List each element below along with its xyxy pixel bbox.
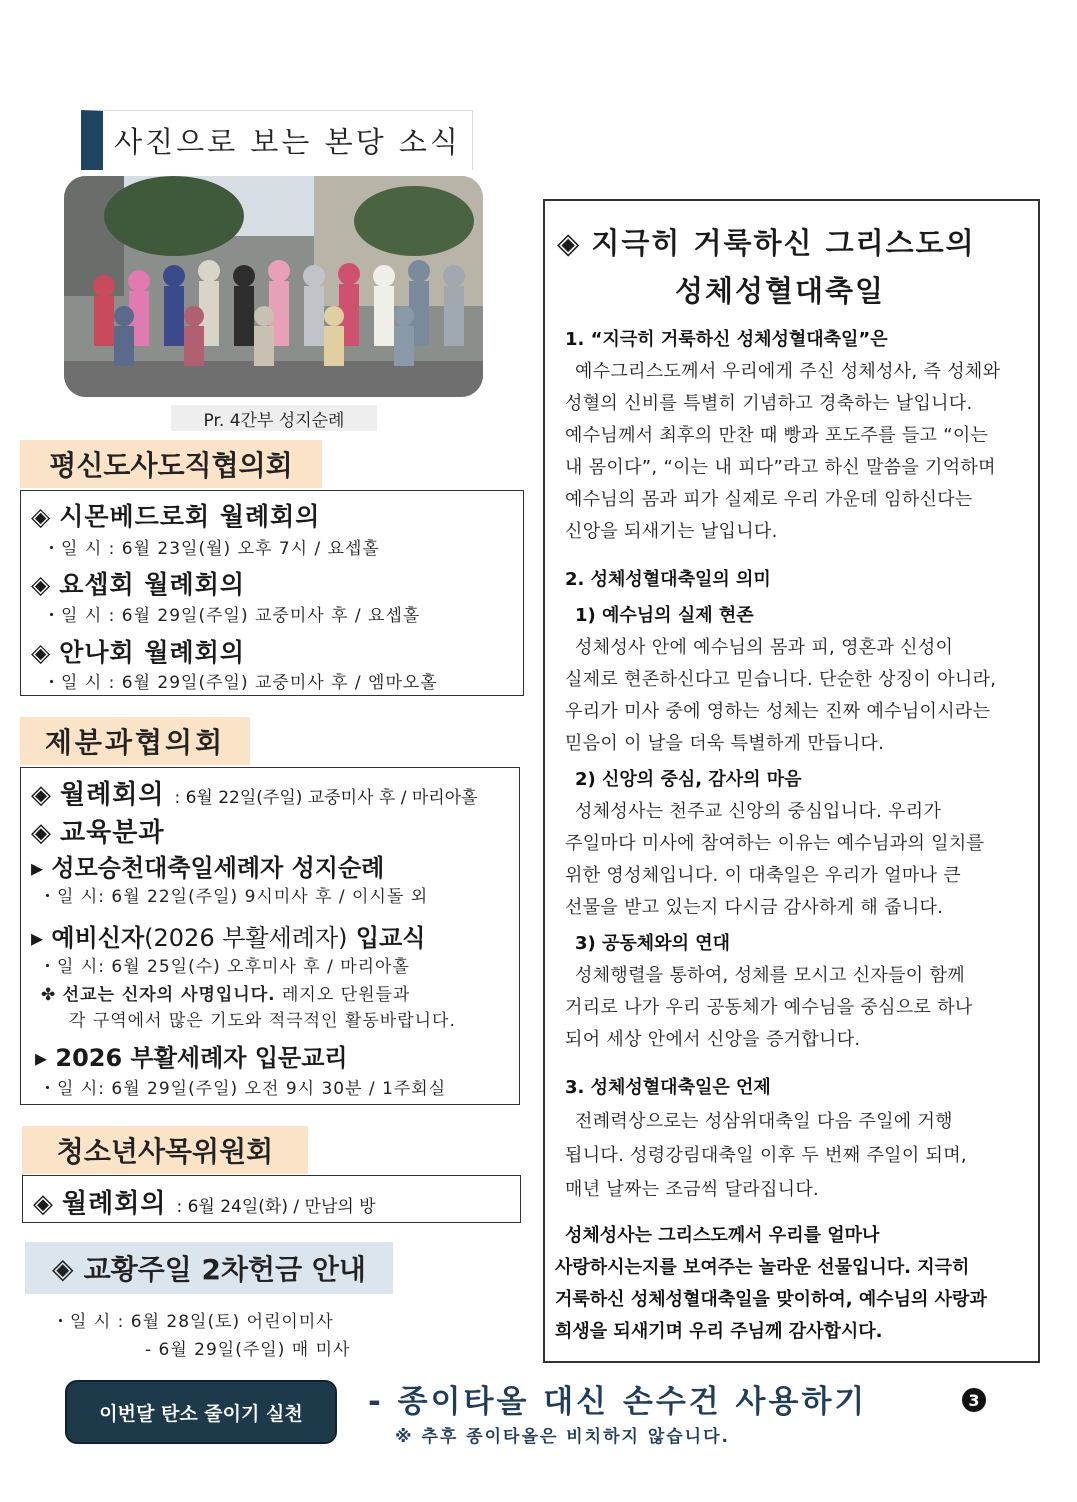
mission-note: ✤ 선교는 신자의 사명입니다. 레지오 단원들과 xyxy=(41,985,411,1005)
lay-apostolate-box xyxy=(20,490,524,696)
section-title-youth: 청소년사목위원회 xyxy=(22,1126,308,1174)
clover-icon: ✤ xyxy=(41,985,57,1005)
section1-body: 예수그리스도께서 우리에게 주신 성체성사, 즉 성체와 성혈의 신비를 특별히 기념하고 경축하는 날입니다. 예수님께서 최후의 만찬 때 빵과 포도주를 들고 “이는 내 몸이다”, “이는 내 피다”라고 하신 말씀을 기억하며 예수님의 몸과 피가 실제로 우리 가운데 임하신다는 신앙을 되새기는 날입니다. xyxy=(565,361,1001,542)
feast-title-line1: ◈ 지극히 거룩하신 그리스도의 xyxy=(557,226,976,260)
monthly-meeting: ◈ 월례회의 : 6월 22일(주일) 교중미사 후 / 마리아홀 xyxy=(31,780,478,810)
intro-class-detail: ・일 시: 6월 29일(주일) 오전 9시 30분 / 1주회실 xyxy=(39,1079,447,1099)
youth-box xyxy=(22,1175,521,1223)
section-title-pope-sunday: ◈ 교황주일 2차헌금 안내 xyxy=(25,1242,393,1294)
catechumen-title: ▸ 예비신자(2026 부활세례자) 입교식 xyxy=(31,924,426,952)
diamond-icon: ◈ xyxy=(33,1189,54,1219)
diamond-icon: ◈ xyxy=(31,780,52,810)
triangle-icon: ▸ xyxy=(31,854,44,882)
diamond-icon: ◈ xyxy=(31,818,52,848)
feast-title-line2: 성체성혈대축일 xyxy=(674,274,886,308)
pilgrimage-detail: ・일 시: 6월 22일(주일) 9시미사 후 / 이시돌 외 xyxy=(39,887,429,907)
pope-sunday-line1: ・일 시 : 6월 28일(토) 어린이미사 xyxy=(52,1312,334,1332)
triangle-icon: ▸ xyxy=(35,1044,48,1072)
pope-sunday-line2: - 6월 29일(주일) 매 미사 xyxy=(145,1340,351,1360)
section2a-heading: 1) 예수님의 실제 현존 xyxy=(575,605,754,626)
section3-body: 전례력상으로는 성삼위대축일 다음 주일에 거행 됩니다. 성령강림대축일 이후 두 번째 주일이 되며, 매년 날짜는 조금씩 달라집니다. xyxy=(565,1111,967,1200)
section2b-body: 성체성사는 천주교 신앙의 중심입니다. 우리가 주일마다 미사에 참여하는 이유는 예수님과의 일치를 위한 영성체입니다. 이 대축일은 우리가 얼마나 큰 선물을 받고 있는지 다시금 감사하게 해 줍니다. xyxy=(565,801,985,918)
section-title-lay-apostolate: 평신도사도직협의회 xyxy=(20,440,322,488)
intro-class-title: ▸ 2026 부활세례자 입문교리 xyxy=(35,1044,348,1072)
meeting-heading: ◈ 안나회 월례회의 xyxy=(31,638,245,667)
triangle-icon: ▸ xyxy=(31,924,44,952)
meeting-heading: ◈ 요셉회 월례회의 xyxy=(31,570,245,599)
mission-note-line2: 각 구역에서 많은 기도와 적극적인 활동바랍니다. xyxy=(69,1011,456,1031)
education-heading: ◈ 교육분과 xyxy=(31,818,165,848)
meeting-detail: ・일 시 : 6월 29일(주일) 교중미사 후 / 엠마오홀 xyxy=(43,673,438,693)
feast-article xyxy=(543,199,1040,1363)
page-number: 3 xyxy=(962,1388,986,1412)
diamond-icon: ◈ xyxy=(31,570,52,599)
group-photo xyxy=(64,176,483,397)
section2b-heading: 2) 신앙의 중심, 감사의 마음 xyxy=(575,769,802,790)
carbon-note: ※ 추후 종이타올은 비치하지 않습니다. xyxy=(395,1427,730,1447)
carbon-badge: 이번달 탄소 줄이기 실천 xyxy=(65,1380,337,1444)
diamond-icon: ◈ xyxy=(52,1251,74,1285)
diamond-icon: ◈ xyxy=(31,638,52,667)
carbon-title: - 종이타올 대신 손수건 사용하기 xyxy=(368,1384,868,1420)
section2-heading: 2. 성체성혈대축일의 의미 xyxy=(565,569,771,590)
catechumen-detail: ・일 시: 6월 25일(수) 오후미사 후 / 마리아홀 xyxy=(39,957,410,977)
meeting-detail: ・일 시 : 6월 23일(월) 오후 7시 / 요셉홀 xyxy=(43,539,380,559)
section-title-committees: 제분과협의회 xyxy=(20,717,250,765)
committees-box xyxy=(20,767,520,1105)
section1-heading: 1. “지극히 거룩하신 성체성혈대축일”은 xyxy=(565,329,888,350)
diamond-icon: ◈ xyxy=(557,226,582,260)
photo-caption: Pr. 4간부 성지순례 xyxy=(171,405,377,431)
section3-heading: 3. 성체성혈대축일은 언제 xyxy=(565,1077,771,1098)
section2a-body: 성체성사 안에 예수님의 몸과 피, 영혼과 신성이 실제로 현존하신다고 믿습니다. 단순한 상징이 아니라, 우리가 미사 중에 영하는 성체는 진짜 예수님이시라는 믿음이 이 날을 더욱 특별하게 만듭니다. xyxy=(565,637,997,754)
section2c-body: 성체행렬을 통하여, 성체를 모시고 신자들이 함께 거리로 나가 우리 공동체가 예수님을 중심으로 하나 되어 세상 안에서 신앙을 증거합니다. xyxy=(565,965,973,1050)
youth-meeting: ◈ 월례회의 : 6월 24일(화) / 만남의 방 xyxy=(33,1189,376,1219)
photo-section-title: 사진으로 보는 본당 소식 xyxy=(81,110,473,170)
meeting-heading: ◈ 시몬베드로회 월례회의 xyxy=(31,502,321,531)
diamond-icon: ◈ xyxy=(31,502,52,531)
meeting-detail: ・일 시 : 6월 29일(주일) 교중미사 후 / 요셉홀 xyxy=(43,606,421,626)
section2c-heading: 3) 공동체와의 연대 xyxy=(575,933,730,954)
pilgrimage-title: ▸ 성모승천대축일세례자 성지순례 xyxy=(31,854,385,882)
closing-paragraph: 성체성사는 그리스도께서 우리를 얼마나 사랑하시는지를 보여주는 놀라운 선물입니다. 지극히 거룩하신 성체성혈대축일을 맞이하여, 예수님의 사랑과 희생을 되새기며 우리 주님께 감사합시다. xyxy=(555,1225,987,1342)
